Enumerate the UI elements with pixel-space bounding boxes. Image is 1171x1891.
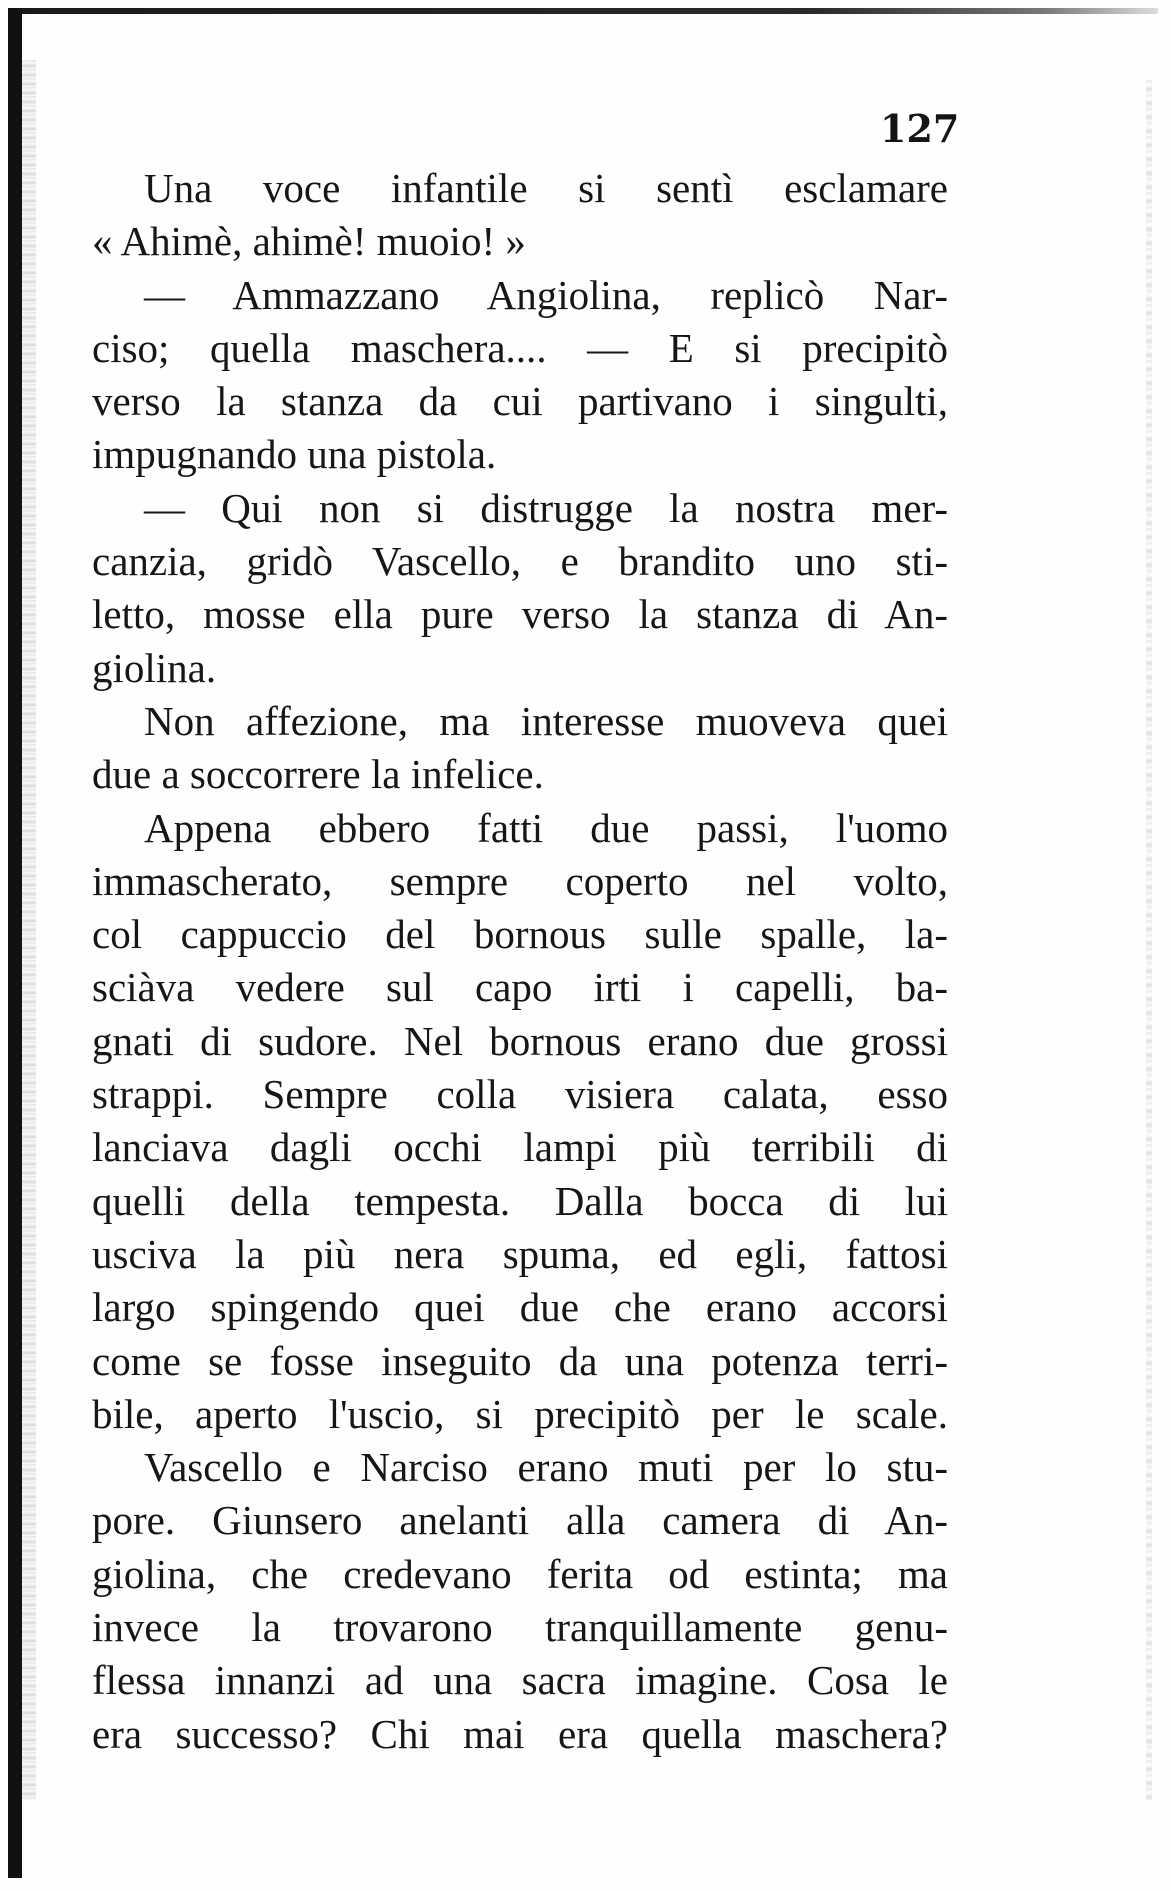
text-line: impugnando una pistola. bbox=[92, 431, 497, 478]
text-line: « Ahimè, ahimè! muoio! » bbox=[92, 218, 526, 265]
text-line: sciàva vedere sul capo irti i capelli, ba- bbox=[92, 964, 948, 1011]
page-top-edge bbox=[8, 8, 1158, 14]
page-number: 127 bbox=[880, 106, 960, 151]
text-line: verso la stanza da cui partivano i singulti, bbox=[92, 378, 948, 425]
text-line: Appena ebbero fatti due passi, l'uomo bbox=[144, 804, 948, 851]
text-line: flessa innanzi ad una sacra imagine. Cosa le bbox=[92, 1657, 948, 1704]
text-line: letto, mosse ella pure verso la stanza di An- bbox=[92, 591, 948, 638]
text-line: ciso; quella maschera.... — E si precipitò bbox=[92, 324, 948, 371]
text-line: Non affezione, ma interesse muoveva quei bbox=[144, 697, 948, 744]
page-binding-edge bbox=[8, 8, 22, 1878]
text-line: canzia, gridò Vascello, e brandito uno sti- bbox=[92, 538, 948, 585]
text-line: pore. Giunsero anelanti alla camera di An- bbox=[92, 1497, 948, 1544]
page-gutter-shadow bbox=[22, 60, 36, 1800]
text-line: giolina, che credevano ferita od estinta; ma bbox=[92, 1550, 948, 1597]
page-right-margin-noise bbox=[1146, 80, 1152, 1800]
text-line: immascherato, sempre coperto nel volto, bbox=[92, 857, 948, 904]
text-line: giolina. bbox=[92, 644, 217, 691]
text-line: invece la trovarono tranquillamente genu- bbox=[92, 1604, 948, 1651]
text-line: era successo? Chi mai era quella maschera? bbox=[92, 1710, 948, 1757]
text-line: col cappuccio del bornous sulle spalle, la- bbox=[92, 911, 948, 958]
text-line: bile, aperto l'uscio, si precipitò per le scale. bbox=[92, 1390, 948, 1437]
text-line: come se fosse inseguito da una potenza terri- bbox=[92, 1337, 948, 1384]
text-line: lanciava dagli occhi lampi più terribili di bbox=[92, 1124, 948, 1171]
text-line: strappi. Sempre colla visiera calata, esso bbox=[92, 1071, 948, 1118]
text-line: — Ammazzano Angiolina, replicò Nar- bbox=[144, 271, 948, 318]
text-line: due a soccorrere la infelice. bbox=[92, 751, 544, 798]
text-line: usciva la più nera spuma, ed egli, fattosi bbox=[92, 1230, 948, 1277]
text-line: largo spingendo quei due che erano accorsi bbox=[92, 1284, 948, 1331]
text-line: gnati di sudore. Nel bornous erano due grossi bbox=[92, 1017, 948, 1064]
text-line: Una voce infantile si sentì esclamare bbox=[144, 165, 948, 211]
text-line: Vascello e Narciso erano muti per lo stu- bbox=[144, 1444, 948, 1491]
text-line: quelli della tempesta. Dalla bocca di lui bbox=[92, 1177, 948, 1224]
text-line: — Qui non si distrugge la nostra mer- bbox=[144, 484, 948, 531]
body-text bbox=[92, 162, 948, 1761]
